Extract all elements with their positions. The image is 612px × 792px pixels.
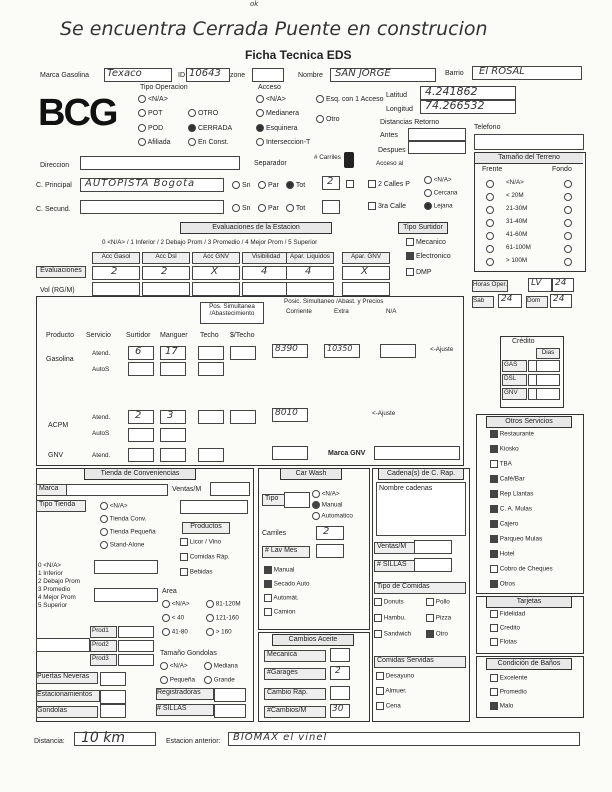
acpm-autos-manguera[interactable] [160, 428, 186, 442]
horas-lv-value[interactable]: 24 [552, 278, 574, 292]
tamano-terreno-title: Tamaño del Terreno [475, 153, 583, 164]
carwash-check-2[interactable]: Automát. [264, 594, 299, 602]
gnv-label: GNV [48, 452, 64, 459]
top-mark: ok [250, 0, 259, 8]
distancias-label: Distancias Retorno [380, 119, 440, 126]
eval-col-3: Visibilidad [242, 252, 290, 264]
vol-value-1[interactable] [142, 282, 190, 296]
cadena-sillas-field[interactable] [414, 558, 452, 572]
tipo-op-na[interactable]: <N/A> [138, 95, 168, 103]
tienda-ventas-field[interactable] [210, 482, 250, 496]
extra-label: Extra [334, 308, 349, 315]
ajuste-gas: <-Ajuste [430, 346, 454, 353]
carwash-opt-0[interactable]: <N/A> [312, 490, 340, 498]
estacionamientos-label: Estacionamientos [36, 690, 100, 702]
acpm-autos-surtidor[interactable] [128, 428, 154, 442]
despues-label: Despues [378, 147, 406, 154]
secundaria-field[interactable] [80, 200, 224, 214]
cambio-rap-label: Cambio Ráp. [264, 688, 326, 700]
eval-value-0[interactable]: 2 [92, 266, 140, 280]
escala-5: 5 Superior [38, 602, 68, 609]
cadena-title: Cadena(s) de C. Rap. [378, 468, 464, 480]
acceso-na-option[interactable]: <N/A> [424, 176, 452, 184]
frente-radio-5[interactable] [486, 245, 494, 253]
gondolas-field[interactable] [100, 704, 126, 718]
precio-header: Posic. Simultaneo /Abast. y Precios [284, 298, 384, 305]
horas-lv[interactable]: LV [528, 278, 552, 292]
acceso-otro[interactable]: Otro [316, 115, 340, 123]
fondo-label: Fondo [552, 166, 572, 173]
credito-row-0: GAS [502, 360, 527, 372]
cadena-nombre-field[interactable]: Nombre cadenas [376, 482, 466, 536]
acceso-title: Acceso [258, 84, 281, 91]
area-opt-5[interactable]: > 160 [206, 628, 232, 636]
registradoras-field[interactable] [214, 688, 246, 702]
carwash-tipo-field[interactable] [284, 492, 310, 508]
carwash-opt-2[interactable]: Automatico [312, 512, 353, 520]
fondo-radio-4[interactable] [564, 232, 572, 240]
cadena-ventas-field[interactable] [414, 540, 452, 554]
secund-sn[interactable]: Sn [232, 204, 251, 212]
banos-title: Condición de Baños [486, 658, 572, 670]
gas-techo-precio[interactable] [230, 346, 256, 360]
traffic-light-icon [344, 152, 354, 168]
marca-label: Marca Gasolina [40, 72, 90, 79]
tipo-op-en-const[interactable]: En Const. [188, 138, 229, 146]
registradoras-label: Registradoras [156, 688, 214, 700]
tienda-prod-field-0[interactable] [118, 626, 154, 638]
area-opt-1[interactable]: < 40 [162, 614, 184, 622]
tienda-prod-1[interactable]: Comidas Ráp. [180, 553, 230, 561]
gnv-surtidor[interactable] [128, 448, 154, 462]
dmp[interactable]: DMP [406, 268, 432, 276]
frente-radio-0[interactable] [486, 180, 494, 188]
frente-radio-4[interactable] [486, 232, 494, 240]
tienda-tipo-0[interactable]: <N/A> [100, 502, 128, 510]
terreno-label-2: 21-30M [506, 205, 528, 212]
carriles-label: # Carriles [314, 154, 341, 161]
tienda-title: Tienda de Conveniencias [84, 468, 196, 480]
carwash-tipo-label: Tipo [262, 494, 286, 506]
corriente-label: Corriente [286, 308, 312, 315]
gnv-manguera[interactable] [160, 448, 186, 462]
direccion-label: Direccion [40, 162, 70, 169]
acpm-techo[interactable] [198, 410, 224, 424]
tamano-gondolas-label: Tamaño Gondolas [160, 650, 217, 657]
estacion-field[interactable]: BIOMAX el vinel [228, 732, 580, 746]
gas-techo[interactable] [198, 346, 224, 360]
comida-2[interactable]: Hambu. [374, 614, 406, 622]
estacionamientos-field[interactable] [100, 690, 126, 704]
carriles-field[interactable]: 2 [322, 176, 340, 190]
vol-value-4[interactable] [286, 282, 334, 296]
fondo-radio-2[interactable] [564, 206, 572, 214]
precio-na[interactable] [380, 344, 416, 358]
acceso-esquinera[interactable]: Esquinera [256, 124, 297, 132]
carwash-check-1[interactable]: Secado Auto [264, 580, 309, 588]
otros-item-8[interactable]: Hotel [490, 550, 514, 558]
servida-0[interactable]: Desayuno [376, 672, 414, 680]
gnv-precio[interactable] [272, 446, 308, 460]
cambios-title: Cambios Aceite [272, 634, 354, 646]
gnv-techo[interactable] [198, 448, 224, 462]
longitud-label: Longitud [386, 106, 413, 113]
acceso-al-label: Acceso al [376, 160, 404, 167]
tipo-op-pot[interactable]: POT [138, 109, 162, 117]
escala-2: 2 Debajo Prom [38, 578, 80, 585]
mecanico[interactable]: Mecanico [406, 238, 446, 246]
tienda-marca-field[interactable] [66, 484, 168, 496]
secund-par[interactable]: Par [258, 204, 279, 212]
frente-radio-6[interactable] [486, 258, 494, 266]
credito-row-1: DSL [502, 374, 527, 386]
frente-label: Frente [482, 166, 503, 173]
acceso-na[interactable]: <N/A> [256, 95, 286, 103]
garages-label: #Garages [264, 668, 326, 680]
tipo-op-pod[interactable]: POD [138, 124, 163, 132]
tarjetas-title: Tarjetas [486, 596, 572, 608]
fondo-radio-5[interactable] [564, 245, 572, 253]
telefono-label: Telefono [474, 124, 501, 131]
tienda-tipo-3[interactable]: Stand-Alone [100, 541, 144, 549]
fondo-radio-3[interactable] [564, 219, 572, 227]
escala-4: 4 Mejor Prom [38, 594, 76, 601]
eval-col-5: Apar. GNV [342, 252, 390, 264]
bano-item-0[interactable]: Excelente [490, 674, 527, 682]
gondolas-label: Gondolas [36, 706, 98, 718]
gondola-opt-0[interactable]: <N/A> [160, 662, 188, 670]
antes-label: Antes [380, 132, 398, 139]
otros-servicios-title: Otros Servicios [486, 416, 572, 428]
eval-col-2: Acc GNV [192, 252, 240, 264]
tienda-marca-label: Marca [36, 484, 68, 496]
electronico[interactable]: Electronico [406, 252, 451, 260]
acpm-manguera[interactable]: 3 [160, 410, 186, 424]
area-opt-3[interactable]: 81-120M [206, 600, 241, 608]
evaluaciones-title: Evaluaciones de la Estacion [180, 222, 332, 234]
ajuste-acpm: <-Ajuste [372, 410, 396, 417]
servida-2[interactable]: Cena [376, 702, 401, 710]
tienda-prod-label-0: Prod1 [90, 626, 117, 638]
credito-dias-1[interactable] [536, 374, 560, 386]
barrio-field[interactable]: El ROSAL [472, 66, 582, 80]
tipo-tienda-label: Tipo Tienda [36, 500, 86, 512]
gas-surtidor[interactable]: 6 [128, 346, 154, 360]
tienda-prod-field-2[interactable] [118, 654, 154, 666]
tienda-prod-0[interactable]: Licor / Vino [180, 538, 221, 546]
frente-radio-1[interactable] [486, 193, 494, 201]
credito-dias-2[interactable] [536, 388, 560, 400]
area-opt-4[interactable]: 121-160 [206, 614, 239, 622]
cambios-m-field[interactable]: 30 [330, 704, 350, 718]
credito-row-2: GNV [502, 388, 527, 400]
eval-value-5[interactable]: X [342, 266, 390, 280]
marca-field[interactable]: Texaco [104, 68, 172, 82]
otros-item-6[interactable]: Cajero [490, 520, 518, 528]
lav-mes-field[interactable] [316, 544, 344, 558]
comida-4[interactable]: Sandwich [374, 630, 411, 638]
fondo-radio-6[interactable] [564, 258, 572, 266]
area-opt-0[interactable]: <N/A> [162, 600, 190, 608]
frente-radio-3[interactable] [486, 219, 494, 227]
acpm-techo-precio[interactable] [230, 410, 256, 424]
terreno-label-6: > 100M [506, 257, 528, 264]
fondo-radio-0[interactable] [564, 180, 572, 188]
prod-col-3: Manguer [160, 332, 188, 339]
cadena-sillas-label: # SILLAS [374, 560, 416, 572]
precios-field[interactable] [36, 638, 90, 652]
acceso-medianera[interactable]: Medianera [256, 109, 299, 117]
estacion-label: Estacion anterior: [166, 738, 221, 745]
otros-item-10[interactable]: Otros [490, 580, 515, 588]
horas-label: Horas Oper. [472, 280, 508, 292]
tienda-tipo-1[interactable]: Tienda Conv. [100, 515, 146, 523]
marca-gnv: Marca GNV [328, 450, 366, 457]
vol-value-2[interactable] [192, 282, 240, 296]
marca-gnv-field[interactable] [374, 446, 460, 460]
prod-col-0: Producto [46, 332, 75, 339]
distancia-label: Distancia: [34, 738, 65, 745]
antes-field[interactable] [408, 128, 466, 141]
gas-autos-techo[interactable] [198, 362, 224, 376]
tienda-ventas-label: Ventas/M [172, 486, 202, 493]
otros-item-1[interactable]: Kiosko [490, 445, 519, 453]
bcg-logo: BCG [38, 92, 117, 134]
otros-item-5[interactable]: C. A. Mulas [490, 505, 532, 513]
id-field[interactable]: 10643 [186, 68, 230, 82]
gas-atend: Atend. [92, 350, 111, 357]
principal-label: C. Principal [36, 182, 72, 189]
eval-value-1[interactable]: 2 [142, 266, 190, 280]
escala-0: 0 <N/A> [38, 562, 62, 569]
tarjeta-item-0[interactable]: Fidelidad [490, 610, 525, 618]
tipo-comidas-label: Tipo de Comidas [374, 582, 466, 594]
comida-1[interactable]: Pollo [426, 598, 450, 606]
secund-tot[interactable]: Tot [286, 204, 305, 212]
tienda-prod-label-1: Prod2 [90, 640, 117, 652]
escala-3: 3 Promedio [38, 586, 71, 593]
evaluaciones-scale: 0 <N/A> / 1 Inferior / 2 Debajo Prom / 3 Promedio / 4 Mejor Prom / 5 Superior [102, 239, 318, 246]
precio-corriente[interactable]: 8390 [272, 344, 308, 358]
latitud-field[interactable]: 4.241862 [420, 86, 516, 100]
separador-label: Separador [254, 160, 287, 167]
telefono-field[interactable] [474, 134, 584, 150]
tipo-operacion-title: Tipo Operacion [140, 84, 188, 91]
sab-label: Sab [472, 296, 494, 308]
eval-col-1: Acc Dsl [142, 252, 190, 264]
dos-calles[interactable]: 2 Calles P [368, 180, 410, 188]
puertas-field[interactable] [100, 672, 126, 686]
escala-1: 1 Inferior [38, 570, 63, 577]
longitud-field[interactable]: 74.266532 [420, 100, 516, 114]
tienda-sillas-field[interactable] [214, 704, 246, 718]
area-title: Area [162, 588, 177, 595]
eval-value-4[interactable]: 4 [286, 266, 334, 280]
comida-3[interactable]: Pizza [426, 614, 451, 622]
tienda-prod-label-2: Prod3 [90, 654, 117, 666]
otros-item-4[interactable]: Rep Llantas [490, 490, 533, 498]
secund-carriles-field[interactable] [322, 200, 340, 214]
acpm-atend: Atend. [92, 414, 111, 421]
gas-autos-surtidor[interactable] [128, 362, 154, 376]
acpm-label: ACPM [48, 422, 69, 429]
acceso-esq-1[interactable]: Esq. con 1 Acceso [316, 95, 384, 103]
tienda-prod-2[interactable]: Bebidas [180, 568, 213, 576]
eval-col-0: Acc Gasol [92, 252, 140, 264]
mecanica-label: Mecanica [264, 650, 326, 662]
carwash-check-0[interactable]: Manual [264, 566, 294, 574]
carwash-carriles-field[interactable]: 2 [316, 526, 344, 540]
acceso-lejana[interactable]: Lejana [424, 202, 453, 210]
cadena-ventas-label: Ventas/M [374, 542, 416, 554]
eval-col-4: Apar. Liquidos [286, 252, 334, 264]
terreno-label-5: 61-100M [506, 244, 531, 251]
principal-sn[interactable]: Sn [232, 181, 251, 189]
lav-mes-label: # Lav Mes [262, 546, 310, 558]
gasolina-label: Gasolina [46, 356, 74, 363]
frente-radio-2[interactable] [486, 206, 494, 214]
credito-title: Crédito [512, 338, 535, 345]
terreno-label-4: 41-60M [506, 231, 528, 238]
tienda-sillas-label: # SILLAS [156, 704, 214, 716]
otros-item-2[interactable]: TBA [490, 460, 512, 468]
bano-item-1[interactable]: Promedio [490, 688, 527, 696]
gondola-opt-2[interactable]: Pequeña [160, 676, 195, 684]
nombre-label: Nombre [298, 72, 323, 79]
prod-col-4: Techo [200, 332, 219, 339]
tienda-productos-label: Productos [182, 522, 230, 534]
nombre-field[interactable]: SAN JORGE [330, 68, 436, 82]
acpm-autos: AutoS [92, 430, 110, 437]
principal-check[interactable] [346, 180, 354, 188]
puertas-label: Puertas Neveras [36, 672, 98, 684]
handwritten-note: Se encuentra Cerrada Puente en construcion [60, 18, 488, 40]
principal-tot[interactable]: Tot [286, 181, 305, 189]
tienda-tipo-2[interactable]: Tienda Pequeña [100, 528, 156, 536]
vol-value-0[interactable] [92, 282, 140, 296]
carwash-carriles-label: Carriles [262, 530, 287, 537]
vol-value-3[interactable] [242, 282, 290, 296]
despues-field[interactable] [408, 141, 466, 154]
acceso-cercana[interactable]: Cercana [424, 189, 458, 197]
gnv-atend: Atend. [92, 452, 111, 459]
na-label: N/A [386, 308, 397, 315]
terreno-label-0: <N/A> [506, 179, 524, 186]
id-label: ID [178, 72, 185, 79]
servida-1[interactable]: Almuer. [376, 687, 407, 695]
dias-label: Dias [536, 348, 560, 359]
gas-autos: AutoS [92, 366, 110, 373]
acceso-interseccion[interactable]: Interseccion-T [256, 138, 310, 146]
prod-col-2: Surtidor [126, 332, 151, 339]
precio-extra[interactable]: 10350 [324, 344, 360, 358]
distancia-field[interactable]: 10 km [74, 732, 156, 746]
prod-col-1: Servicio [86, 332, 111, 339]
tienda-prod-field-1[interactable] [118, 640, 154, 652]
tarjeta-item-1[interactable]: Credito [490, 624, 520, 632]
gondola-opt-1[interactable]: Mediana [204, 662, 238, 670]
tipo-op-otro[interactable]: OTRO [188, 109, 218, 117]
eval-value-3[interactable]: 4 [242, 266, 290, 280]
apariencia-field[interactable] [94, 560, 158, 574]
sab-field[interactable]: 24 [498, 294, 522, 308]
zone-label: zone [230, 72, 246, 79]
principal-par[interactable]: Par [258, 181, 279, 189]
garages-field[interactable]: 2 [330, 666, 350, 680]
form-title: Ficha Tecnica EDS [245, 48, 352, 62]
tipo-surtidor: Tipo Surtidor [398, 222, 448, 234]
tipo-op-afiliada[interactable]: Afiliada [138, 138, 171, 146]
principal-field[interactable]: AUTOPISTA Bogota [80, 178, 224, 192]
peatones-field[interactable] [94, 588, 158, 602]
eval-value-2[interactable]: X [192, 266, 240, 280]
tipo-op-cerrada[interactable]: CERRADA [188, 124, 232, 132]
secundaria-label: C. Secund. [36, 206, 71, 213]
latitud-label: Latitud [386, 92, 408, 99]
cambios-m-label: #Cambios/M [264, 706, 326, 718]
area-opt-2[interactable]: 41-80 [162, 628, 188, 636]
acpm-surtidor[interactable]: 2 [128, 410, 154, 424]
terreno-label-1: < 20M [506, 192, 524, 199]
direccion-field[interactable] [80, 156, 240, 170]
vol-value-5[interactable] [342, 282, 390, 296]
comida-0[interactable]: Donuts [374, 598, 404, 606]
carwash-title: Car Wash [280, 468, 342, 480]
prod-col-5: $/Techo [230, 332, 255, 339]
servidas-label: Comidas Servidas [374, 656, 466, 668]
carwash-opt-1[interactable]: Manual [312, 501, 342, 509]
otros-item-3[interactable]: Café/Bar [490, 475, 525, 483]
tres-calle[interactable]: 3ra Calle [368, 202, 406, 210]
otros-item-9[interactable]: Cobro de Cheques [490, 565, 553, 573]
cambio-rap-field[interactable] [330, 686, 350, 700]
gas-manguera[interactable]: 17 [160, 346, 186, 360]
mecanica-field[interactable] [330, 648, 350, 662]
credito-dias-0[interactable] [536, 360, 560, 372]
tarjeta-item-2[interactable]: Flotas [490, 638, 517, 646]
evaluaciones-row-label: Evaluaciones [36, 266, 86, 278]
vol-label: Vol (RG/M) [40, 287, 75, 294]
gas-autos-manguera[interactable] [160, 362, 186, 376]
dom-label: Dom [526, 296, 548, 308]
carwash-check-3[interactable]: Camion [264, 608, 295, 616]
tienda-area-field[interactable] [180, 500, 248, 514]
terreno-label-3: 31-40M [506, 218, 528, 225]
dom-field[interactable]: 24 [550, 294, 572, 308]
otros-item-7[interactable]: Parqueo Mulas [490, 535, 542, 543]
fondo-radio-1[interactable] [564, 193, 572, 201]
barrio-label: Barrio [445, 70, 464, 77]
precio-acpm[interactable]: 8010 [272, 408, 308, 422]
pos-simultaneo: Pos. Simultanea /Abastecimiento [200, 302, 264, 324]
otros-item-0[interactable]: Restaurante [490, 430, 534, 438]
gondola-opt-3[interactable]: Grande [204, 676, 235, 684]
comida-5[interactable]: Otro [426, 630, 448, 638]
bano-item-2[interactable]: Malo [490, 702, 513, 710]
zone-field[interactable] [252, 68, 284, 82]
